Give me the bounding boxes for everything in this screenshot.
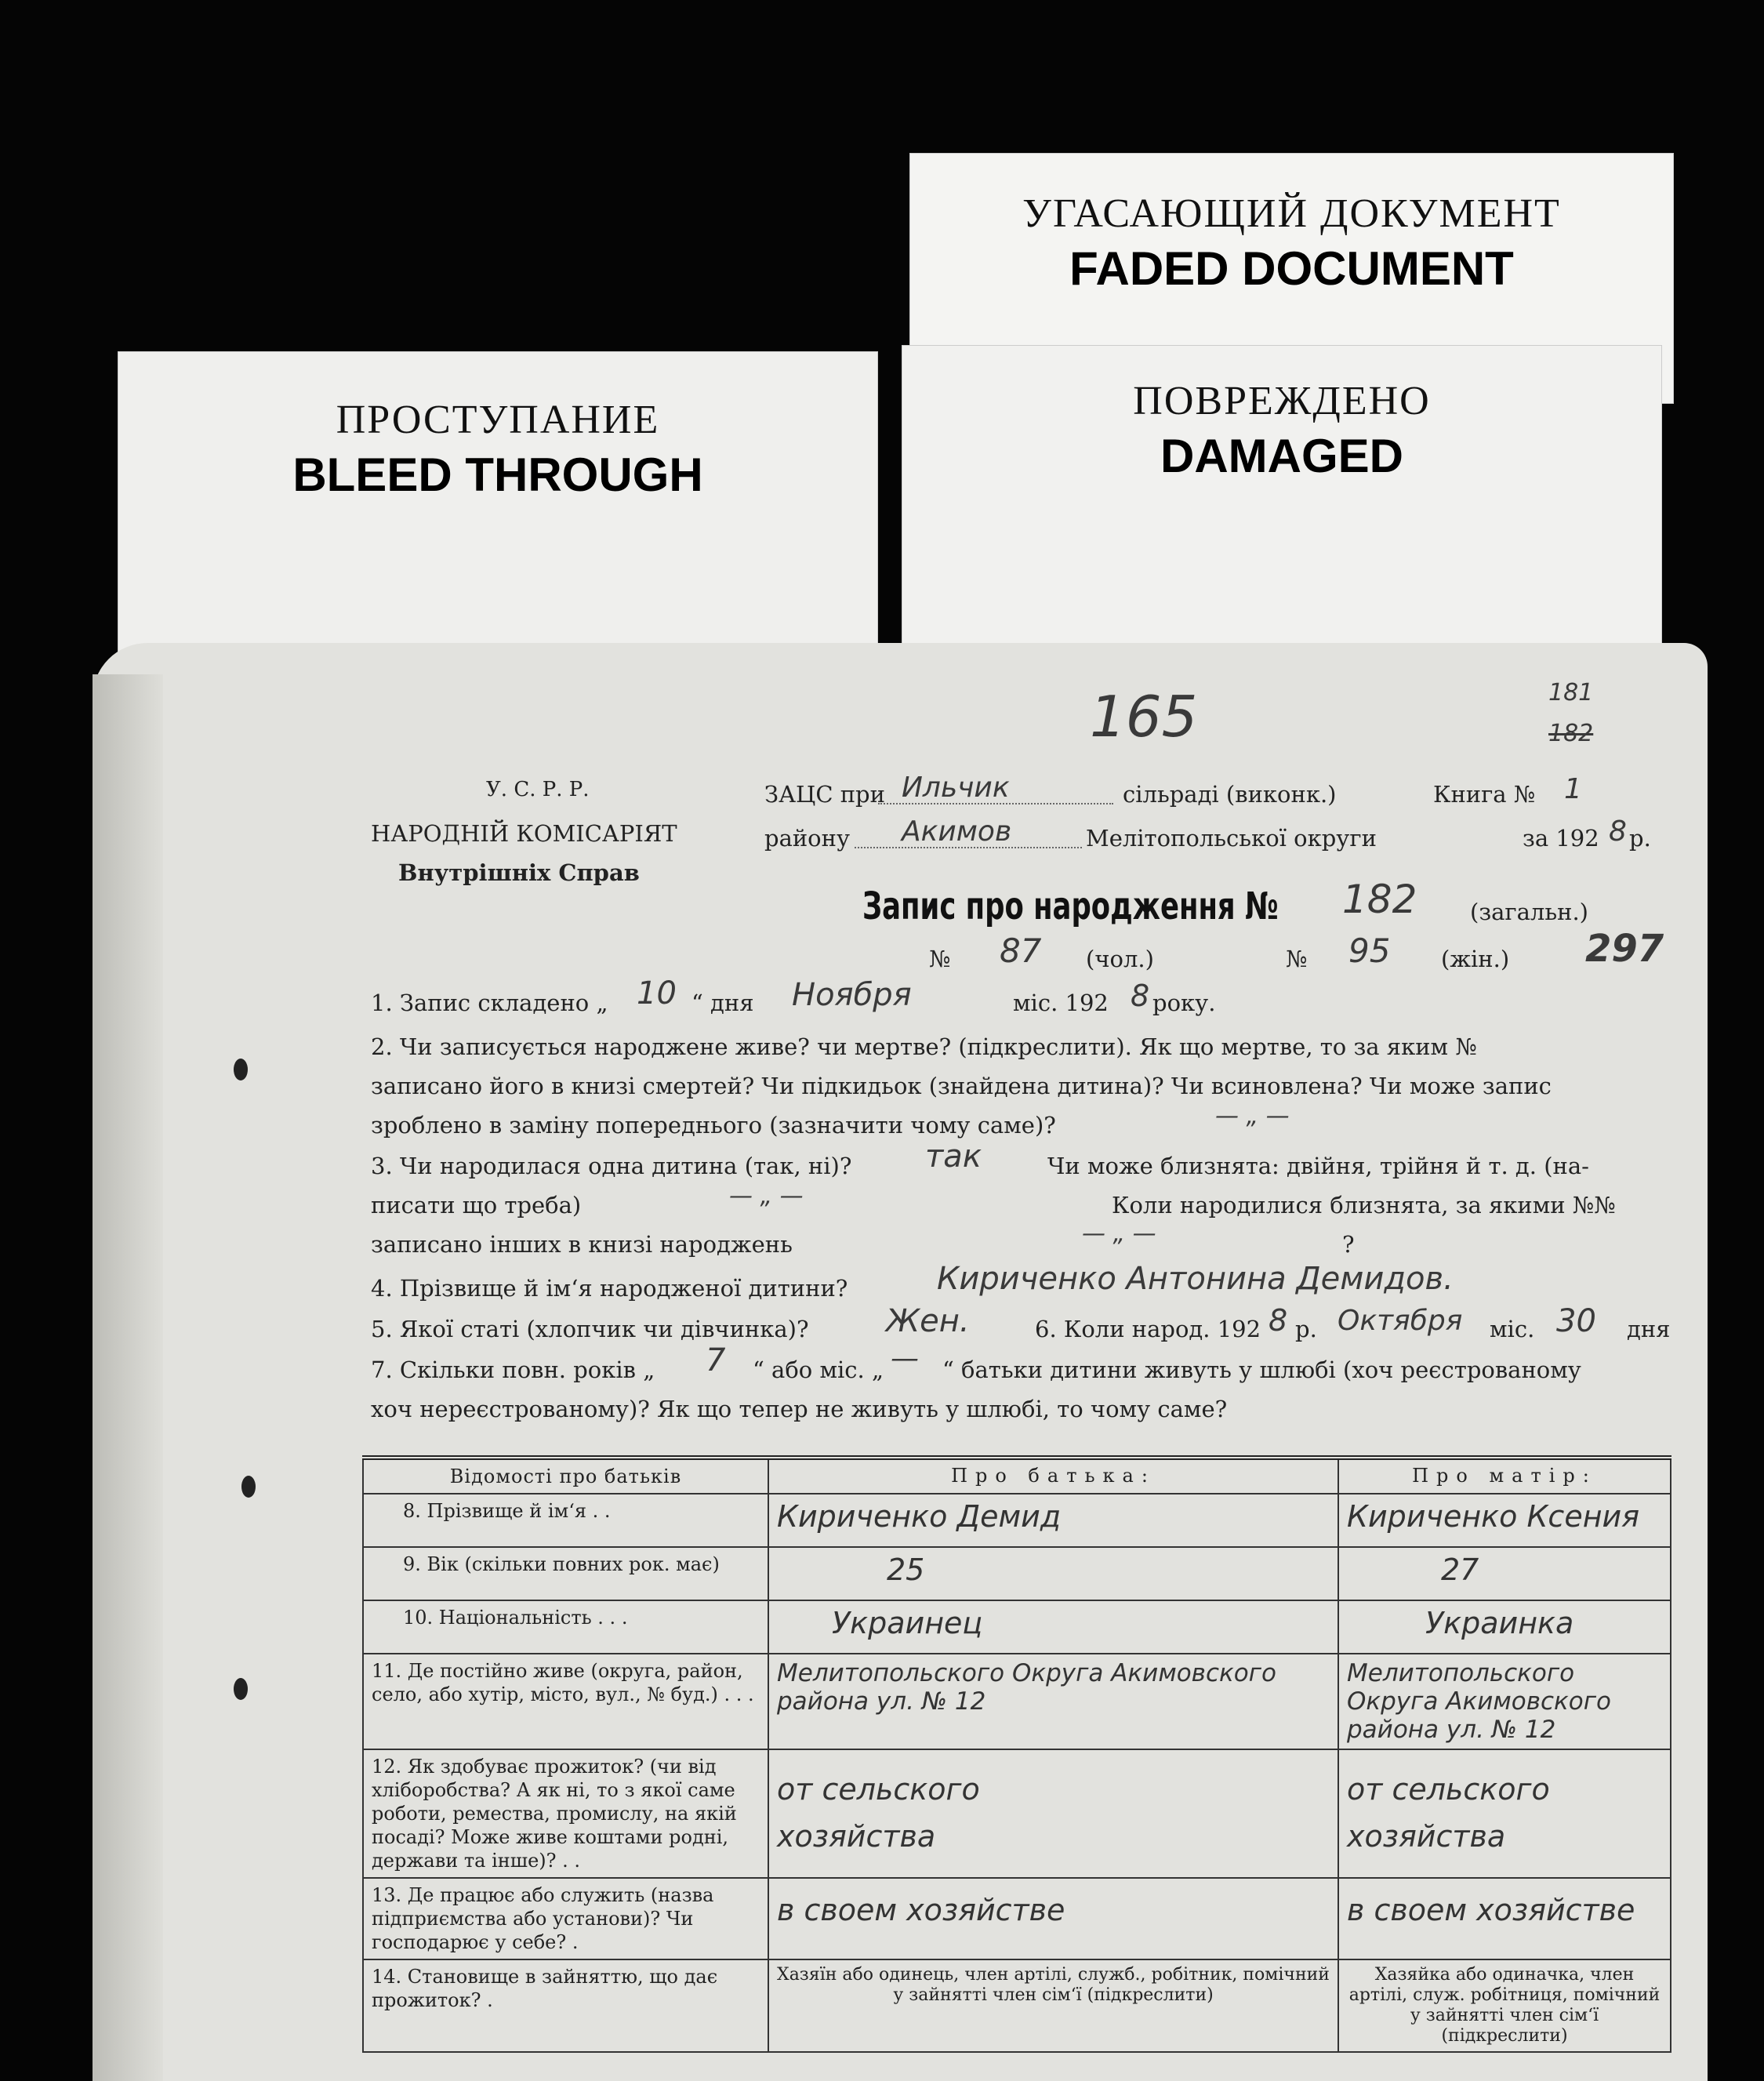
birth-year: 8 bbox=[1269, 1303, 1288, 1338]
item3-c: Коли народилися близнята, за якими №№ bbox=[1112, 1192, 1616, 1218]
issuer-line1: У. С. Р. Р. bbox=[486, 778, 590, 801]
female-no-label: № bbox=[1286, 946, 1308, 972]
mother-cell bbox=[1338, 1878, 1671, 1959]
damaged-card bbox=[902, 345, 1662, 659]
father-cell bbox=[768, 1600, 1338, 1654]
father-workplace: в своем хозяйстве bbox=[777, 1893, 1065, 1927]
dotted-line bbox=[855, 847, 1082, 848]
item3-value2: — „ — bbox=[729, 1182, 804, 1210]
item2-line2: записано його в книзі смертей? Чи підкидьок (знайдена дитина)? Чи всиновлена? Чи може запис bbox=[371, 1073, 1552, 1099]
header-cell: Про матір: bbox=[1338, 1458, 1671, 1494]
book-label: Книга № bbox=[1433, 781, 1536, 808]
father-status-options: Хазяїн або одинець, член артілі, служб., робітник, помічний у зайнятті член сім‘ї (підкреслити) bbox=[777, 1965, 1330, 2005]
item3-question: ? bbox=[1342, 1231, 1355, 1258]
issuer-line3: Внутрішніх Справ bbox=[398, 859, 640, 886]
child-name: Кириченко Антонина Демидов. bbox=[937, 1261, 1454, 1297]
faded-label-en: FADED DOCUMENT bbox=[1069, 242, 1514, 295]
mother-cell bbox=[1338, 1494, 1671, 1547]
item5-label: 5. Якої статі (хлопчик чи дівчинка)? bbox=[371, 1316, 809, 1342]
record-male-number: 87 bbox=[1000, 932, 1042, 970]
faded-label-ru: УГАСАЮЩИЙ ДОКУМЕНТ bbox=[1022, 191, 1561, 236]
item7-b: “ або міс. „ bbox=[753, 1356, 884, 1383]
year-suffix: р. bbox=[1629, 825, 1651, 852]
mother-nationality: Украинка bbox=[1425, 1606, 1574, 1640]
mother-age: 27 bbox=[1441, 1553, 1479, 1587]
mother-cell bbox=[1338, 1749, 1671, 1878]
father-livelihood: от сельского хозяйства bbox=[777, 1772, 980, 1854]
damaged-label-ru: ПОВРЕЖДЕНО bbox=[1133, 379, 1431, 423]
folio-bottom: 182 bbox=[1548, 720, 1594, 747]
folio-top: 181 bbox=[1548, 679, 1594, 706]
male-no-label: № bbox=[929, 946, 951, 972]
item4-label: 4. Прізвище й ім‘я народженої дитини? bbox=[371, 1275, 848, 1302]
item6-label: 6. Коли народ. 192 bbox=[1035, 1316, 1261, 1342]
birth-month: Октября bbox=[1338, 1305, 1463, 1337]
silrada-label: сільраді (виконк.) bbox=[1123, 781, 1337, 808]
extra-number: 297 bbox=[1585, 927, 1664, 971]
item1-a: 1. Запис складено „ bbox=[371, 990, 608, 1016]
item1-month: Ноября bbox=[792, 977, 912, 1013]
mother-livelihood: от сельского хозяйства bbox=[1347, 1772, 1550, 1854]
header-cell: Відомості про батьків bbox=[363, 1458, 768, 1494]
child-sex: Жен. bbox=[886, 1303, 970, 1339]
marriage-years: 7 bbox=[706, 1342, 726, 1378]
father-age: 25 bbox=[887, 1553, 925, 1587]
father-cell bbox=[768, 1547, 1338, 1600]
father-name: Кириченко Демид bbox=[777, 1499, 1062, 1534]
row-label: 10. Національність . . . bbox=[363, 1600, 768, 1654]
father-cell bbox=[768, 1959, 1338, 2052]
table-row bbox=[363, 1494, 1671, 1547]
mother-cell bbox=[1338, 1959, 1671, 2052]
header-cell: Про батька: bbox=[768, 1458, 1338, 1494]
male-label: (чол.) bbox=[1086, 946, 1154, 972]
issuer-line2: НАРОДНІЙ КОМІСАРІЯТ bbox=[371, 820, 677, 847]
binding-hole bbox=[234, 1678, 248, 1700]
item1-year: 8 bbox=[1131, 979, 1150, 1013]
page-number: 165 bbox=[1090, 684, 1198, 750]
item6-r: р. bbox=[1295, 1316, 1317, 1342]
item3-a: 3. Чи народилася одна дитина (так, ні)? bbox=[371, 1153, 852, 1179]
record-title: Запис про народження № bbox=[862, 884, 1279, 928]
mother-status-options: Хазяйка або одиначка, член артілі, служ. робітниця, помічний у зайнятті член сім‘ї (підкреслити) bbox=[1348, 1965, 1661, 2046]
mother-cell bbox=[1338, 1654, 1671, 1749]
rayon-value: Акимов bbox=[902, 815, 1012, 848]
marriage-months: — bbox=[891, 1342, 919, 1375]
father-cell bbox=[768, 1654, 1338, 1749]
zags-label: ЗАЦС при bbox=[764, 781, 885, 808]
rayon-label: району bbox=[764, 825, 851, 852]
row-label: 8. Прізвище й ім‘я . . bbox=[363, 1494, 768, 1547]
binding-hole bbox=[234, 1059, 248, 1080]
female-label: (жін.) bbox=[1441, 946, 1510, 972]
item7-line2: хоч нереєстрованому)? Як що тепер не живуть у шлюбі, то чому саме? bbox=[371, 1396, 1228, 1422]
record-general-number: 182 bbox=[1342, 877, 1417, 922]
table-row bbox=[363, 1654, 1671, 1749]
item2-line3: зроблено в заміну попереднього (зазначити чому саме)? bbox=[371, 1112, 1056, 1139]
mother-address: Мелитопольского Округа Акимовского района ул. № 12 bbox=[1347, 1659, 1611, 1744]
item7-c: “ батьки дитини живуть у шлюбі (хоч реєстрованому bbox=[942, 1356, 1581, 1383]
table-row bbox=[363, 1749, 1671, 1878]
parents-table bbox=[362, 1455, 1671, 2053]
mother-cell bbox=[1338, 1600, 1671, 1654]
bleed-label-en: BLEED THROUGH bbox=[292, 449, 703, 501]
book-value: 1 bbox=[1564, 773, 1582, 805]
item3-b: Чи може близнята: двійня, трійня й т. д. (на- bbox=[1047, 1153, 1589, 1179]
item1-d: року. bbox=[1152, 990, 1216, 1016]
item6-mis: міс. bbox=[1490, 1316, 1535, 1342]
row-label: 13. Де працює або служить (назва підприємства або установи)? Чи господарює у себе? . bbox=[363, 1878, 768, 1959]
dotted-line bbox=[878, 803, 1113, 804]
item3-value: так bbox=[925, 1139, 982, 1175]
item1-b: “ дня bbox=[691, 990, 754, 1016]
record-female-number: 95 bbox=[1348, 932, 1391, 970]
worn-edge bbox=[93, 674, 163, 2081]
general-label: (загальн.) bbox=[1470, 899, 1588, 925]
bleed-label-ru: ПРОСТУПАНИЕ bbox=[336, 398, 660, 442]
table-row bbox=[363, 1600, 1671, 1654]
birth-day: 30 bbox=[1556, 1303, 1596, 1339]
mother-name: Кириченко Ксения bbox=[1347, 1499, 1640, 1534]
damaged-label-en: DAMAGED bbox=[1160, 430, 1403, 482]
item6-dnya: дня bbox=[1627, 1316, 1671, 1342]
row-label: 11. Де постійно живе (округа, район, село, або хутір, місто, вул., № буд.) . . . bbox=[363, 1654, 768, 1749]
row-label: 14. Становище в зайняттю, що дає прожиток? . bbox=[363, 1959, 768, 2052]
zags-value: Ильчик bbox=[902, 772, 1010, 804]
item3-line2: писати що треба) bbox=[371, 1192, 582, 1218]
item3-line3: записано інших в книзі народжень bbox=[371, 1231, 793, 1258]
father-cell bbox=[768, 1878, 1338, 1959]
year-value: 8 bbox=[1609, 815, 1627, 848]
item1-day: 10 bbox=[637, 975, 677, 1011]
item2-line1: 2. Чи записується народжене живе? чи мертве? (підкреслити). Як що мертве, то за яким № bbox=[371, 1033, 1477, 1060]
table-row bbox=[363, 1878, 1671, 1959]
row-label: 12. Як здобуває прожиток? (чи від хліборобства? А як ні, то з якої саме роботи, ремества, промислу, на якій посаді? Може живе коштами родні, держави та інше)? . . bbox=[363, 1749, 768, 1878]
item2-value: — „ — bbox=[1215, 1102, 1290, 1130]
father-address: Мелитопольского Округа Акимовского района ул. № 12 bbox=[777, 1659, 1276, 1716]
father-nationality: Украинец bbox=[832, 1606, 983, 1640]
table-header-row bbox=[363, 1458, 1671, 1494]
item1-c: міс. 192 bbox=[1013, 990, 1109, 1016]
mother-workplace: в своем хозяйстве bbox=[1347, 1893, 1635, 1927]
row-label: 9. Вік (скільки повних рок. має) bbox=[363, 1547, 768, 1600]
binding-hole bbox=[241, 1476, 256, 1498]
table-row bbox=[363, 1959, 1671, 2052]
year-label: за 192 bbox=[1523, 825, 1599, 852]
item7-a: 7. Скільки повн. років „ bbox=[371, 1356, 655, 1383]
mother-cell bbox=[1338, 1547, 1671, 1600]
father-cell bbox=[768, 1494, 1338, 1547]
father-cell bbox=[768, 1749, 1338, 1878]
table-row bbox=[363, 1547, 1671, 1600]
okruha-label: Мелітопольської округи bbox=[1086, 825, 1377, 852]
item3-value3: — „ — bbox=[1082, 1220, 1156, 1248]
bleed-through-card bbox=[118, 351, 878, 681]
